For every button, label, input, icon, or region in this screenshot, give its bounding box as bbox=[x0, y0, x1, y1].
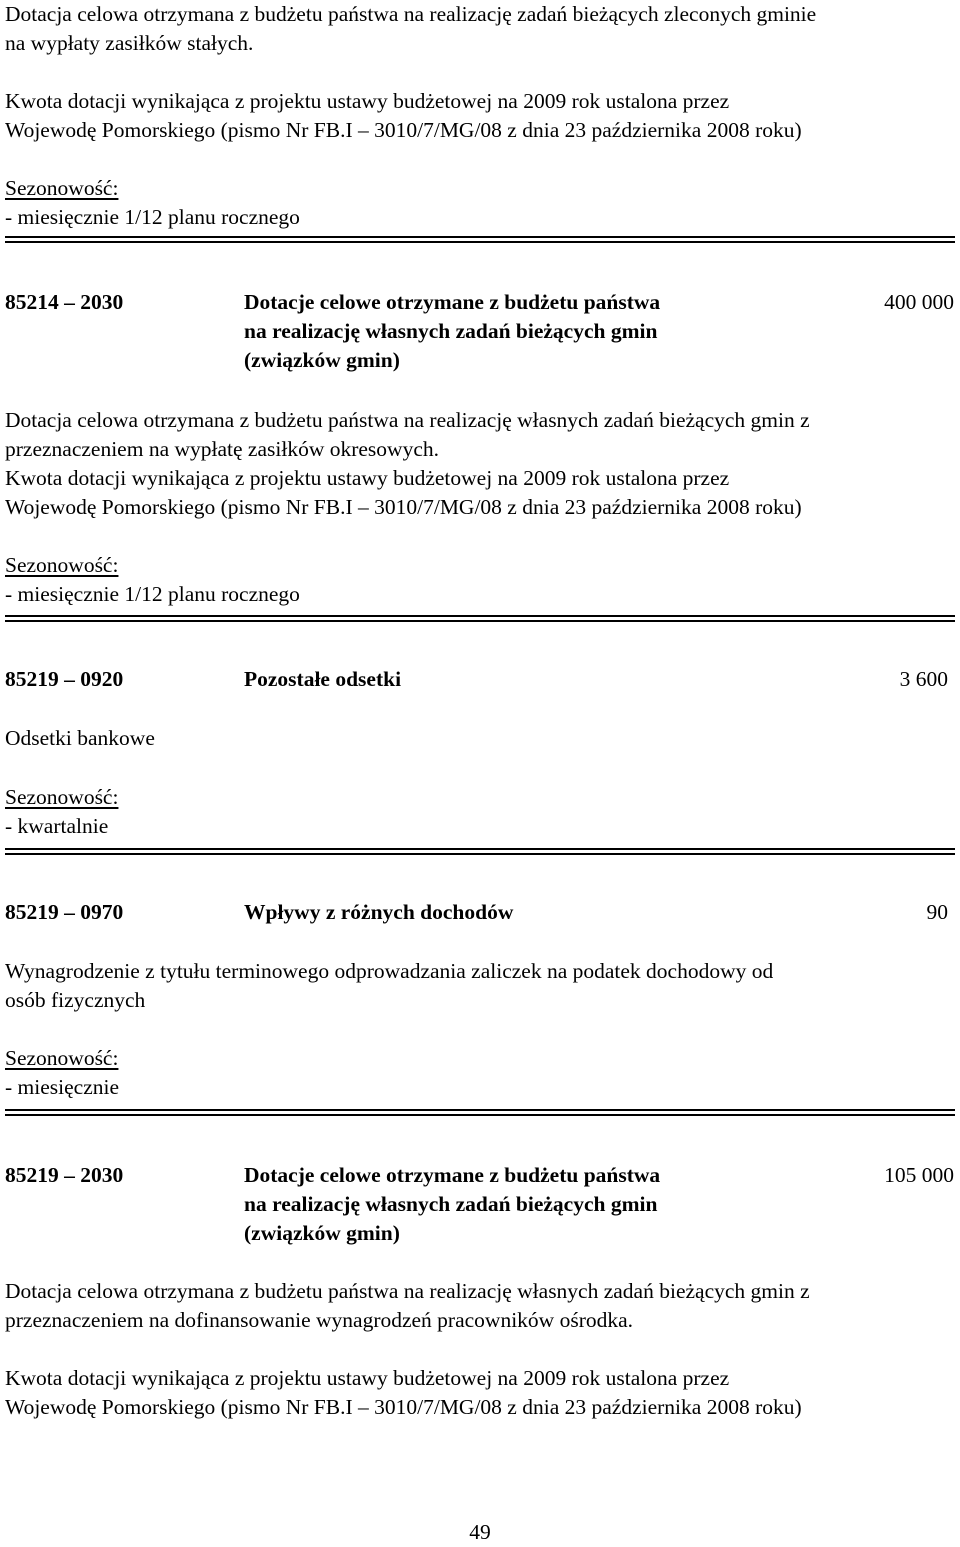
section-amount: 3 600 bbox=[899, 667, 948, 691]
section-kwota-line-1: Kwota dotacji wynikająca z projektu ustawy budżetowej na 2009 rok ustalona przez bbox=[5, 1366, 730, 1390]
section-amount: 90 bbox=[926, 900, 948, 924]
section-code: 85219 – 0920 bbox=[5, 667, 124, 691]
section-divider bbox=[5, 236, 955, 243]
section-desc-line-1: Dotacja celowa otrzymana z budżetu państwa na realizację własnych zadań bieżących gmin z bbox=[5, 1279, 810, 1303]
section-title-line-3: (związków gmin) bbox=[244, 348, 400, 372]
section-divider bbox=[5, 615, 955, 622]
section-divider bbox=[5, 848, 955, 855]
section-desc-line-1: Odsetki bankowe bbox=[5, 726, 155, 750]
section-season-value: - miesięcznie 1/12 planu rocznego bbox=[5, 582, 300, 606]
section-title-line-1: Dotacje celowe otrzymane z budżetu państwa bbox=[244, 1163, 661, 1187]
section-season-label: Sezonowość: bbox=[5, 1046, 119, 1070]
section-season-value: - kwartalnie bbox=[5, 814, 109, 838]
section-kwota-line-1: Kwota dotacji wynikająca z projektu ustawy budżetowej na 2009 rok ustalona przez bbox=[5, 466, 730, 490]
section-divider bbox=[5, 1109, 955, 1116]
section-desc-line-2: przeznaczeniem na dofinansowanie wynagrodzeń pracowników ośrodka. bbox=[5, 1308, 634, 1332]
section-title-line-1: Dotacje celowe otrzymane z budżetu państwa bbox=[244, 290, 661, 314]
section-kwota-line-2: Wojewodę Pomorskiego (pismo Nr FB.I – 3010/7/MG/08 z dnia 23 października 2008 roku) bbox=[5, 1395, 802, 1419]
section-title-line-2: na realizację własnych zadań bieżących gmin bbox=[244, 1192, 658, 1216]
section-desc-line-2: osób fizycznych bbox=[5, 988, 146, 1012]
intro-kwota-line-2: Wojewodę Pomorskiego (pismo Nr FB.I – 3010/7/MG/08 z dnia 23 października 2008 roku) bbox=[5, 118, 802, 142]
section-title-line-1: Pozostałe odsetki bbox=[244, 667, 402, 691]
section-desc-line-2: przeznaczeniem na wypłatę zasiłków okresowych. bbox=[5, 437, 439, 461]
section-season-label: Sezonowość: bbox=[5, 553, 119, 577]
page-number: 49 bbox=[469, 1520, 491, 1544]
section-code: 85214 – 2030 bbox=[5, 290, 124, 314]
section-amount: 105 000 bbox=[884, 1163, 954, 1187]
intro-season-label: Sezonowość: bbox=[5, 176, 119, 200]
section-code: 85219 – 0970 bbox=[5, 900, 124, 924]
section-season-value: - miesięcznie bbox=[5, 1075, 120, 1099]
intro-text-line-2: na wypłaty zasiłków stałych. bbox=[5, 31, 254, 55]
section-code: 85219 – 2030 bbox=[5, 1163, 124, 1187]
section-amount: 400 000 bbox=[884, 290, 954, 314]
intro-text-line-1: Dotacja celowa otrzymana z budżetu państwa na realizację zadań bieżących zleconych gminie bbox=[5, 2, 817, 26]
section-title-line-2: na realizację własnych zadań bieżących gmin bbox=[244, 319, 658, 343]
section-desc-line-1: Wynagrodzenie z tytułu terminowego odprowadzania zaliczek na podatek dochodowy od bbox=[5, 959, 774, 983]
intro-kwota-line-1: Kwota dotacji wynikająca z projektu ustawy budżetowej na 2009 rok ustalona przez bbox=[5, 89, 730, 113]
section-title-line-1: Wpływy z różnych dochodów bbox=[244, 900, 514, 924]
section-season-label: Sezonowość: bbox=[5, 785, 119, 809]
section-kwota-line-2: Wojewodę Pomorskiego (pismo Nr FB.I – 3010/7/MG/08 z dnia 23 października 2008 roku) bbox=[5, 495, 802, 519]
section-desc-line-1: Dotacja celowa otrzymana z budżetu państwa na realizację własnych zadań bieżących gmin z bbox=[5, 408, 810, 432]
intro-season-value: - miesięcznie 1/12 planu rocznego bbox=[5, 205, 300, 229]
section-title-line-3: (związków gmin) bbox=[244, 1221, 400, 1245]
